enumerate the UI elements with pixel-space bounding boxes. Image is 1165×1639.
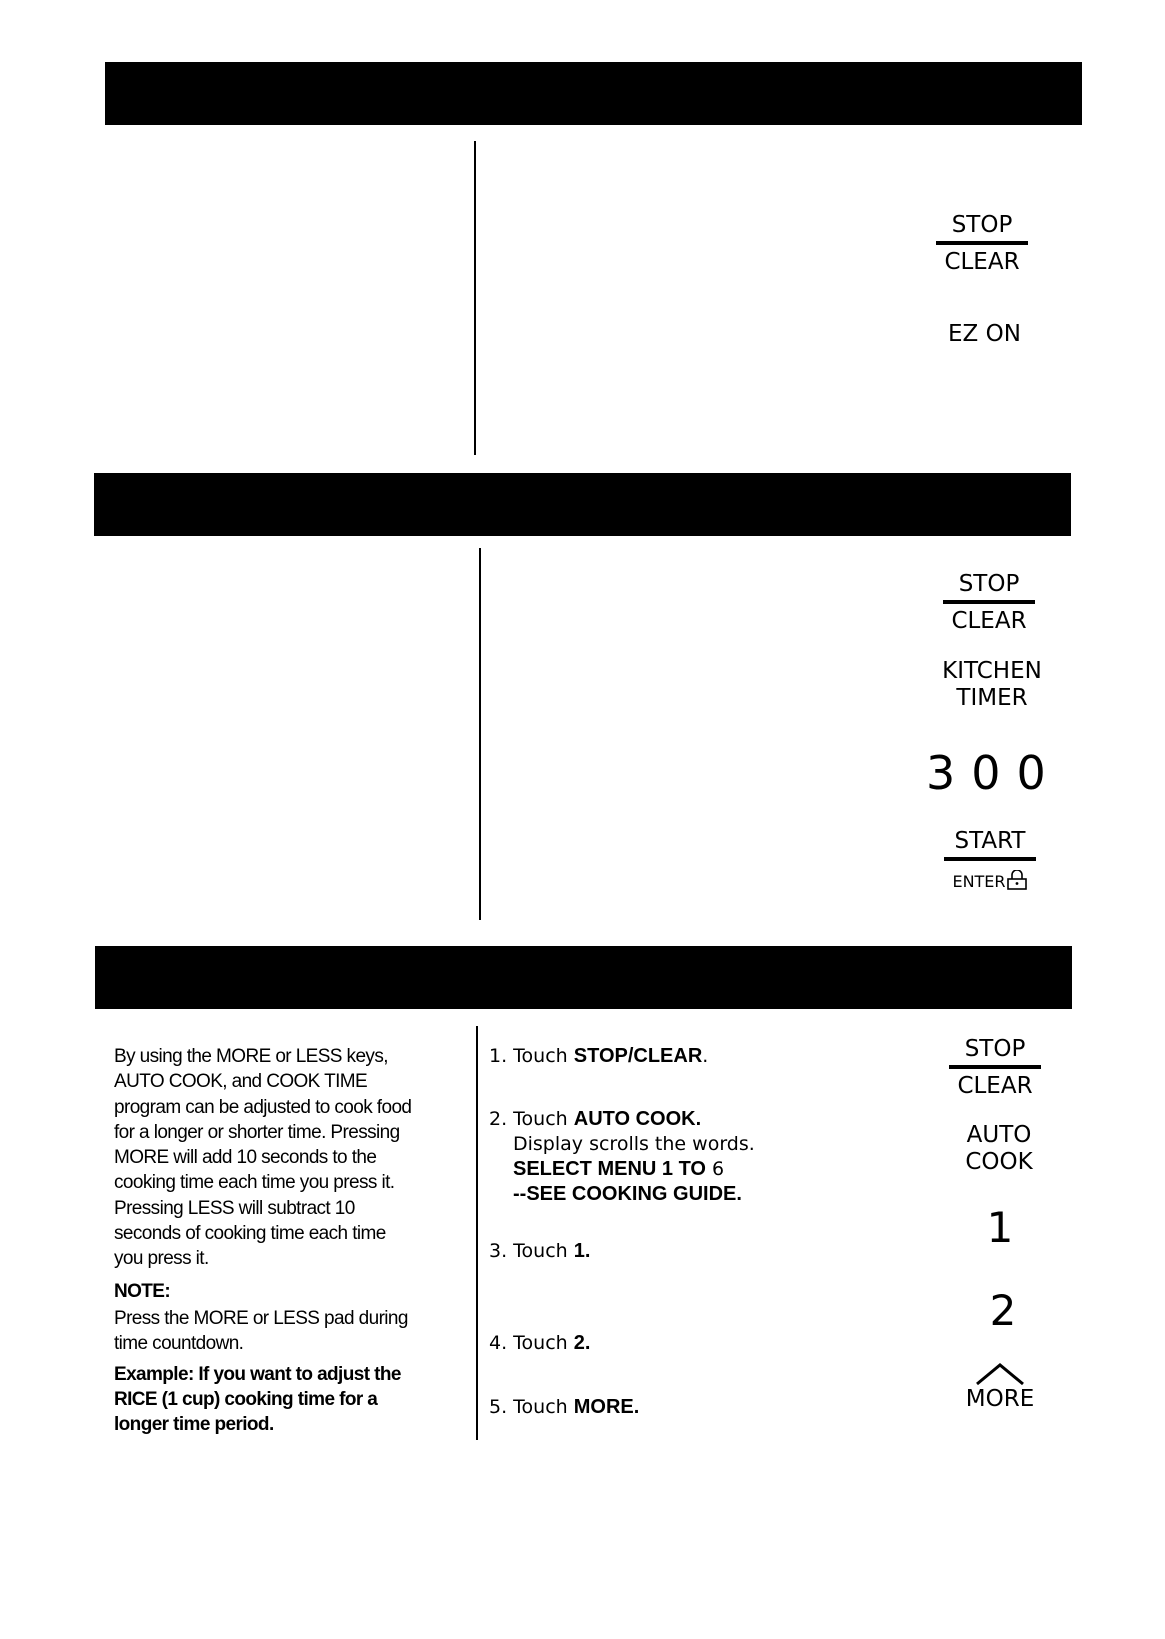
section2-divider [479,548,481,920]
section3-divider [476,1026,478,1440]
lock-icon [1006,870,1028,890]
number-key-1[interactable]: 1 [986,1203,1014,1252]
section3-header-bar [95,946,1072,1009]
stop-clear-key-1[interactable] [927,214,1037,274]
example-text: Example: If you want to adjust the RICE (1 cup) cooking time for a longer time period. [114,1364,401,1435]
step-3: 3. Touch 1. [489,1240,591,1262]
enter-label: ENTER [952,872,1006,891]
more-label: MORE [965,1386,1035,1412]
section1-divider [474,141,476,455]
section1-header-bar [105,62,1082,125]
step-5: 5. Touch MORE. [489,1396,640,1418]
step-1: 1. Touch STOP/CLEAR. [489,1045,709,1067]
ez-on-key[interactable]: EZ ON [948,321,1021,347]
auto-cook-key[interactable] [934,1122,1064,1176]
step-2: 2. Touch AUTO COOK. Display scrolls the words. SELECT MENU 1 TO 6 --SEE COOKING GUIDE. [489,1108,755,1205]
enter-row [935,861,1045,890]
clear-label: CLEAR [951,608,1027,634]
stop-label: STOP [951,212,1013,238]
kitchen-timer-key[interactable] [927,658,1057,712]
stop-label: STOP [958,571,1020,597]
note-text: Press the MORE or LESS pad during time countdown. [114,1308,408,1354]
kitchen-label: KITCHEN [942,658,1042,684]
up-chevron-icon [972,1362,1028,1386]
stop-label: STOP [964,1036,1026,1062]
auto-label: AUTO [966,1122,1032,1148]
cook-label: COOK [965,1149,1033,1175]
step-4: 4. Touch 2. [489,1332,591,1354]
more-key[interactable] [955,1362,1045,1411]
digit-keys-300[interactable]: 300 [926,746,1062,800]
start-label: START [954,828,1026,854]
start-enter-key[interactable] [935,830,1045,890]
note-label: NOTE: [114,1281,171,1302]
stop-clear-key-2[interactable] [934,573,1044,633]
more-less-description: By using the MORE or LESS keys, AUTO COOK, and COOK TIME program can be adjusted to cook food for a longer or shorter time. Pressing MORE will add 10 seconds to the cooking time each time you press it. Pressing LESS will subtract 10 seconds of cooking time each time you press it. [114,1046,412,1270]
clear-label: CLEAR [957,1073,1033,1099]
section2-header-bar [94,473,1071,536]
timer-label: TIMER [956,685,1028,711]
number-key-2[interactable]: 2 [989,1286,1017,1335]
stop-clear-key-3[interactable] [940,1038,1050,1098]
clear-label: CLEAR [944,249,1020,275]
